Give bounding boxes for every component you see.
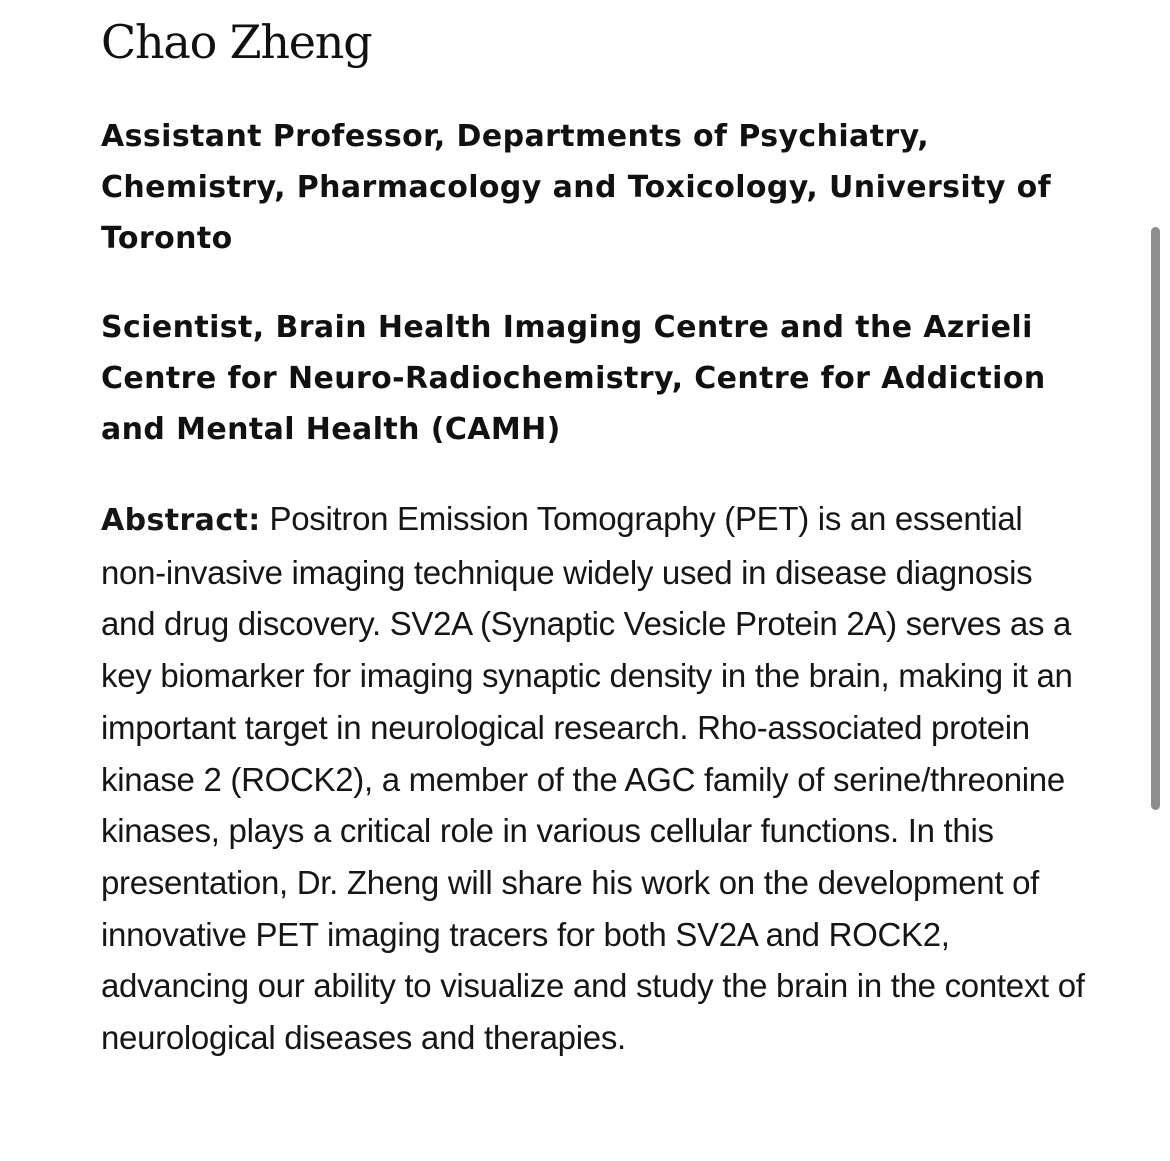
abstract-label: Abstract: (101, 503, 261, 538)
speaker-name: Chao Zheng (101, 15, 372, 69)
speaker-profile (101, 14, 1086, 1064)
vertical-scrollbar[interactable] (1151, 227, 1160, 810)
speaker-secondary-role: Scientist, Brain Health Imaging Centre and the Azrieli Centre for Neuro-Radiochemistry, Centre for Addiction and Mental Health (CAMH) (101, 310, 1046, 447)
abstract-paragraph (101, 493, 1086, 1064)
abstract-text: Positron Emission Tomography (PET) is an essential non-invasive imaging technique widely used in disease diagnosis and drug discovery. SV2A (Synaptic Vesicle Protein 2A) serves as a key biomarker for imaging synaptic density in the brain, making it an important target in neurological research. Rho-associated protein kinase 2 (ROCK2), a member of the AGC family of serine/threonine kinases, plays a critical role in various cellular functions. In this presentation, Dr. Zheng will share his work on the development of innovative PET imaging tracers for both SV2A and ROCK2, advancing our ability to visualize and study the brain in the context of neurological diseases and therapies. (101, 500, 1085, 1057)
speaker-primary-role: Assistant Professor, Departments of Psychiatry, Chemistry, Pharmacology and Toxicology, University of Toronto (101, 119, 1052, 256)
